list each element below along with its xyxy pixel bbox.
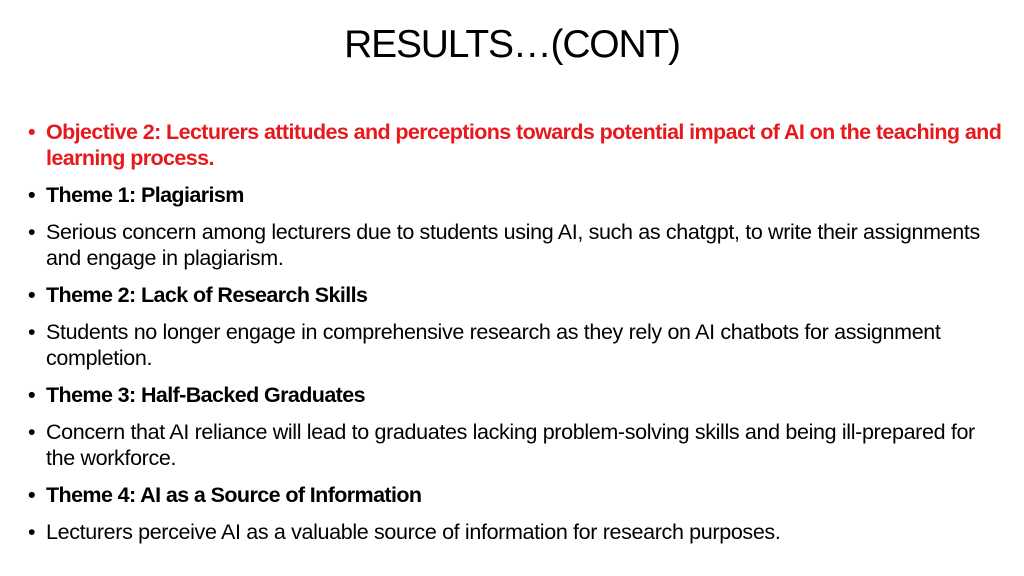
- theme-4-heading: • Theme 4: AI as a Source of Information: [28, 482, 1008, 508]
- theme-3-description: • Concern that AI reliance will lead to graduates lacking problem-solving skills and being ill-prepared for the workforce.: [28, 419, 1008, 471]
- slide-title: RESULTS…(CONT): [344, 23, 680, 66]
- bullet-list: [28, 119, 1008, 556]
- theme-2-description: • Students no longer engage in comprehensive research as they rely on AI chatbots for assignment completion.: [28, 319, 1008, 371]
- theme-4-description: • Lecturers perceive AI as a valuable source of information for research purposes.: [28, 519, 1008, 545]
- objective-bullet: • Objective 2: Lecturers attitudes and perceptions towards potential impact of AI on the teaching and learning process.: [28, 119, 1008, 171]
- theme-2-heading: • Theme 2: Lack of Research Skills: [28, 282, 1008, 308]
- theme-1-description: • Serious concern among lecturers due to students using AI, such as chatgpt, to write their assignments and engage in plagiarism.: [28, 219, 1008, 271]
- theme-3-heading: • Theme 3: Half-Backed Graduates: [28, 382, 1008, 408]
- theme-1-heading: • Theme 1: Plagiarism: [28, 182, 1008, 208]
